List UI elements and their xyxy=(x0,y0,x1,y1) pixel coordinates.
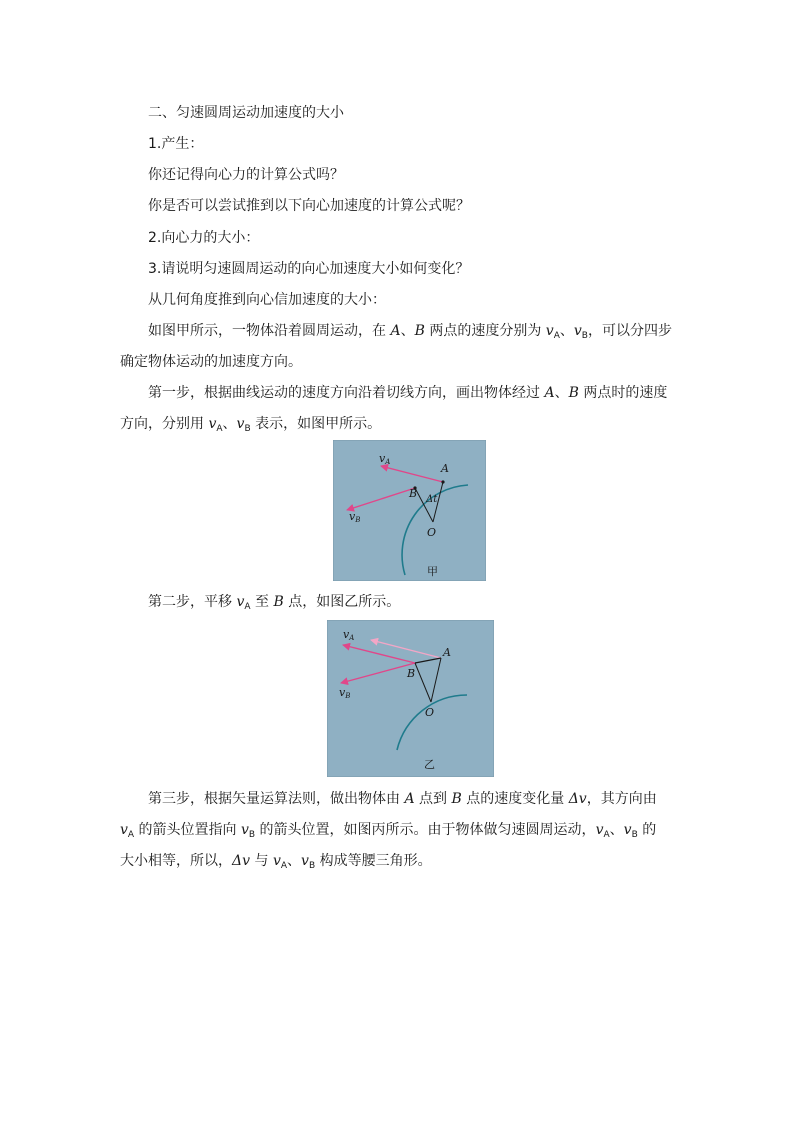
figure-yi-caption: 乙 xyxy=(424,758,435,771)
figure-yi xyxy=(327,620,494,777)
label-vB: vB xyxy=(339,686,351,700)
paragraph-6: 从几何角度推到向心信加速度的大小： xyxy=(148,292,386,308)
paragraph-8-line-1: 第一步，根据曲线运动的速度方向沿着切线方向，画出物体经过 A、B 两点时的速度 xyxy=(148,385,668,401)
paragraph-8-line-2: 方向，分别用 $v_A$、$v_B$ 表示，如图甲所示。 xyxy=(120,416,382,434)
paragraph-7-line-1: 如图甲所示，一物体沿着圆周运动，在 A、B 两点的速度分别为 $v_A$、$v_B$，可以分四步 xyxy=(148,323,672,341)
paragraph-10-line-3: 大小相等，所以，Δv 与 $v_A$、$v_B$ 构成等腰三角形。 xyxy=(120,853,432,871)
paragraph-2: 你还记得向心力的计算公式吗？ xyxy=(148,167,344,183)
paragraph-4: 2.向心力的大小： xyxy=(148,230,260,246)
figure-background xyxy=(327,620,494,777)
label-O: O xyxy=(427,526,437,539)
label-O: O xyxy=(425,706,435,719)
paragraph-7-line-2: 确定物体运动的加速度方向。 xyxy=(120,354,302,370)
figure-yi-diagram xyxy=(327,620,494,777)
figure-jia xyxy=(333,440,486,581)
figure-jia-caption: 甲 xyxy=(427,565,438,578)
label-vA: vA xyxy=(343,628,355,642)
paragraph-1: 1.产生： xyxy=(148,136,204,152)
label-A: A xyxy=(441,462,449,475)
point-A xyxy=(441,480,444,483)
paragraph-10-line-1: 第三步，根据矢量运算法则，做出物体由 A 点到 B 点的速度变化量 Δv，其方向由 xyxy=(148,791,657,807)
paragraph-3: 你是否可以尝试推到以下向心加速度的计算公式呢？ xyxy=(148,198,470,214)
figure-background xyxy=(333,440,486,581)
figure-jia-diagram xyxy=(333,440,486,581)
label-delta-t: Δt xyxy=(426,494,438,505)
paragraph-5: 3.请说明匀速圆周运动的向心加速度大小如何变化？ xyxy=(148,261,470,277)
label-B: B xyxy=(409,487,418,500)
paragraph-10-line-2: $v_A$ 的箭头位置指向 $v_B$ 的箭头位置，如图丙所示。由于物体做匀速圆周运动，$v_A$、$v_B$ 的 xyxy=(120,822,657,840)
label-A: A xyxy=(443,646,451,659)
section-heading: 二、匀速圆周运动加速度的大小 xyxy=(148,105,344,121)
paragraph-9: 第二步，平移 $v_A$ 至 B 点，如图乙所示。 xyxy=(148,594,401,612)
label-vB: vB xyxy=(349,510,361,524)
label-vA: vA xyxy=(379,452,391,466)
label-B: B xyxy=(407,667,416,680)
